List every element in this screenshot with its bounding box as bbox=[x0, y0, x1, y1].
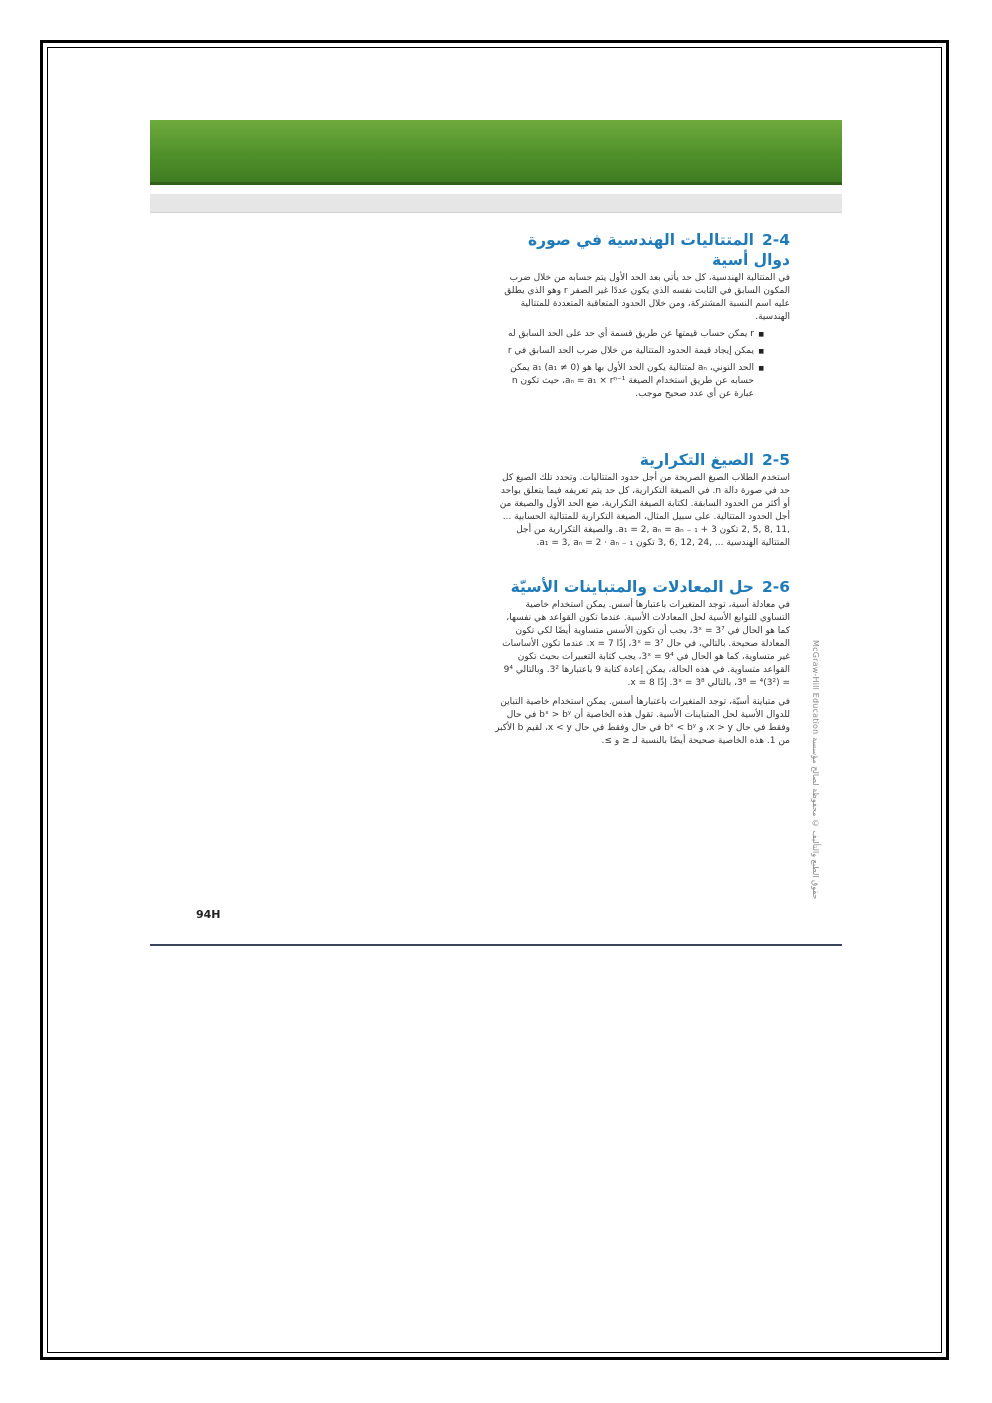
section-title: حل المعادلات والمتباينات الأسيّة bbox=[510, 578, 754, 596]
section-paragraph: في متباينة أسيّة، توجد المتغيرات باعتبارها أسس. يمكن استخدام خاصية التباين للدوال الأسية لحل المتباينات الأسية. تقول هذه الخاصية أن bˣ > bʸ في حال وفقط في حال x > y، و bˣ < bʸ في حال وفقط في حال x < y، لقيم b الأكبر من 1. هذه الخاصية صحيحة أيضًا بالنسبة لـ ≤ و ≥. bbox=[495, 697, 790, 746]
header-band bbox=[150, 194, 842, 212]
section-paragraph: في معادلة أسية، توجد المتغيرات باعتبارها أسس. يمكن استخدام خاصية التساوي للتوابع الأسية لحل المعادلات الأسية. عندما تكون القواعد هي نفسها، كما هو الحال في 3ˣ = 3⁷، يجب أن تكون الأسس متساوية أيضًا لكي تكون المعادلة صحيحة. بالتالي، في حال 3ˣ = 3⁷، إذًا x = 7. عندما تكون الأساسات غير متساوية، كما هو الحال في 3ˣ = 9⁴، يجب كتابة التعبيرات بحيث تكون القواعد متساوية. في هذه الحالة، يمكن إعادة كتابة 9 باعتبارها 3². وبالتالي 9⁴ = (3²)⁴ = 3⁸، بالتالي 3ˣ = 3⁸. إذًا x = 8. bbox=[502, 600, 790, 688]
section-heading bbox=[495, 230, 790, 270]
chapter-banner bbox=[150, 120, 842, 184]
section-2-5 bbox=[495, 450, 790, 550]
section-number: 2-5 bbox=[761, 451, 790, 469]
header-rule bbox=[150, 212, 842, 213]
section-heading bbox=[495, 450, 790, 470]
section-title: الصيغ التكرارية bbox=[639, 451, 754, 469]
section-number: 2-6 bbox=[761, 578, 790, 596]
section-intro: في المتتالية الهندسية، كل حد يأتي بعد الحد الأول يتم حسابه من خلال ضرب المكون السابق في الثابت نفسه الذي يكون عددًا غير الصفر r وهو الذي يطلق عليه اسم النسبة المشتركة، ومن خلال الحدود المتعاقبة المتعددة للمتتالية الهندسية. bbox=[504, 273, 790, 322]
footer-rule bbox=[150, 944, 842, 946]
bullet-list bbox=[495, 328, 790, 401]
section-2-4 bbox=[495, 230, 790, 401]
section-number: 2-4 bbox=[761, 231, 790, 249]
section-body: استخدم الطلاب الصيغ الصريحة من أجل حدود المتتاليات. وتحدد تلك الصيغ كل حد في صورة دالة n. في الصيغة التكرارية، كل حد يتم تعريفه فيما يتعلق بواحد أو أكثر من الحدود السابقة. لكتابة الصيغة التكرارية، ضع الحد الأول والصيغة من أجل الحدود المتتالية. على سبيل المثال، الصيغة التكرارية للمتتالية الحسابية ... ,11 ,8 ,5 ,2 تكون a₁ = 2, aₙ = aₙ ₋ ₁ + 3. والصيغة التكرارية من أجل المتتالية الهندسية ... ,24 ,12 ,6 ,3 تكون a₁ = 3, aₙ = 2 · aₙ ₋ ₁. bbox=[499, 473, 790, 548]
section-title: المتتاليات الهندسية في صورة دوال أسية bbox=[528, 231, 790, 269]
section-2-6 bbox=[495, 577, 790, 748]
section-heading bbox=[495, 577, 790, 597]
banner-divider bbox=[150, 182, 842, 185]
list-item: ■ r يمكن حساب قيمتها عن طريق قسمة أي حد على الحد السابق له bbox=[495, 328, 790, 341]
page-number: 94H bbox=[196, 908, 221, 921]
copyright-credit: McGraw-Hill Education حقوق الطبع والتأليف © محفوظة لصالح مؤسسة bbox=[811, 640, 820, 900]
list-item: ■ الحد النوني، aₙ لمتتالية يكون الحد الأول بها هو a₁ (a₁ ≠ 0) يمكن حسابه عن طريق استخدام الصيغة aₙ = a₁ × rⁿ⁻¹، حيث تكون n عبارة عن أي عدد صحيح موجب. bbox=[495, 362, 790, 401]
list-item: ■ يمكن إيجاد قيمة الحدود المتتالية من خلال ضرب الحد السابق في r bbox=[495, 345, 790, 358]
